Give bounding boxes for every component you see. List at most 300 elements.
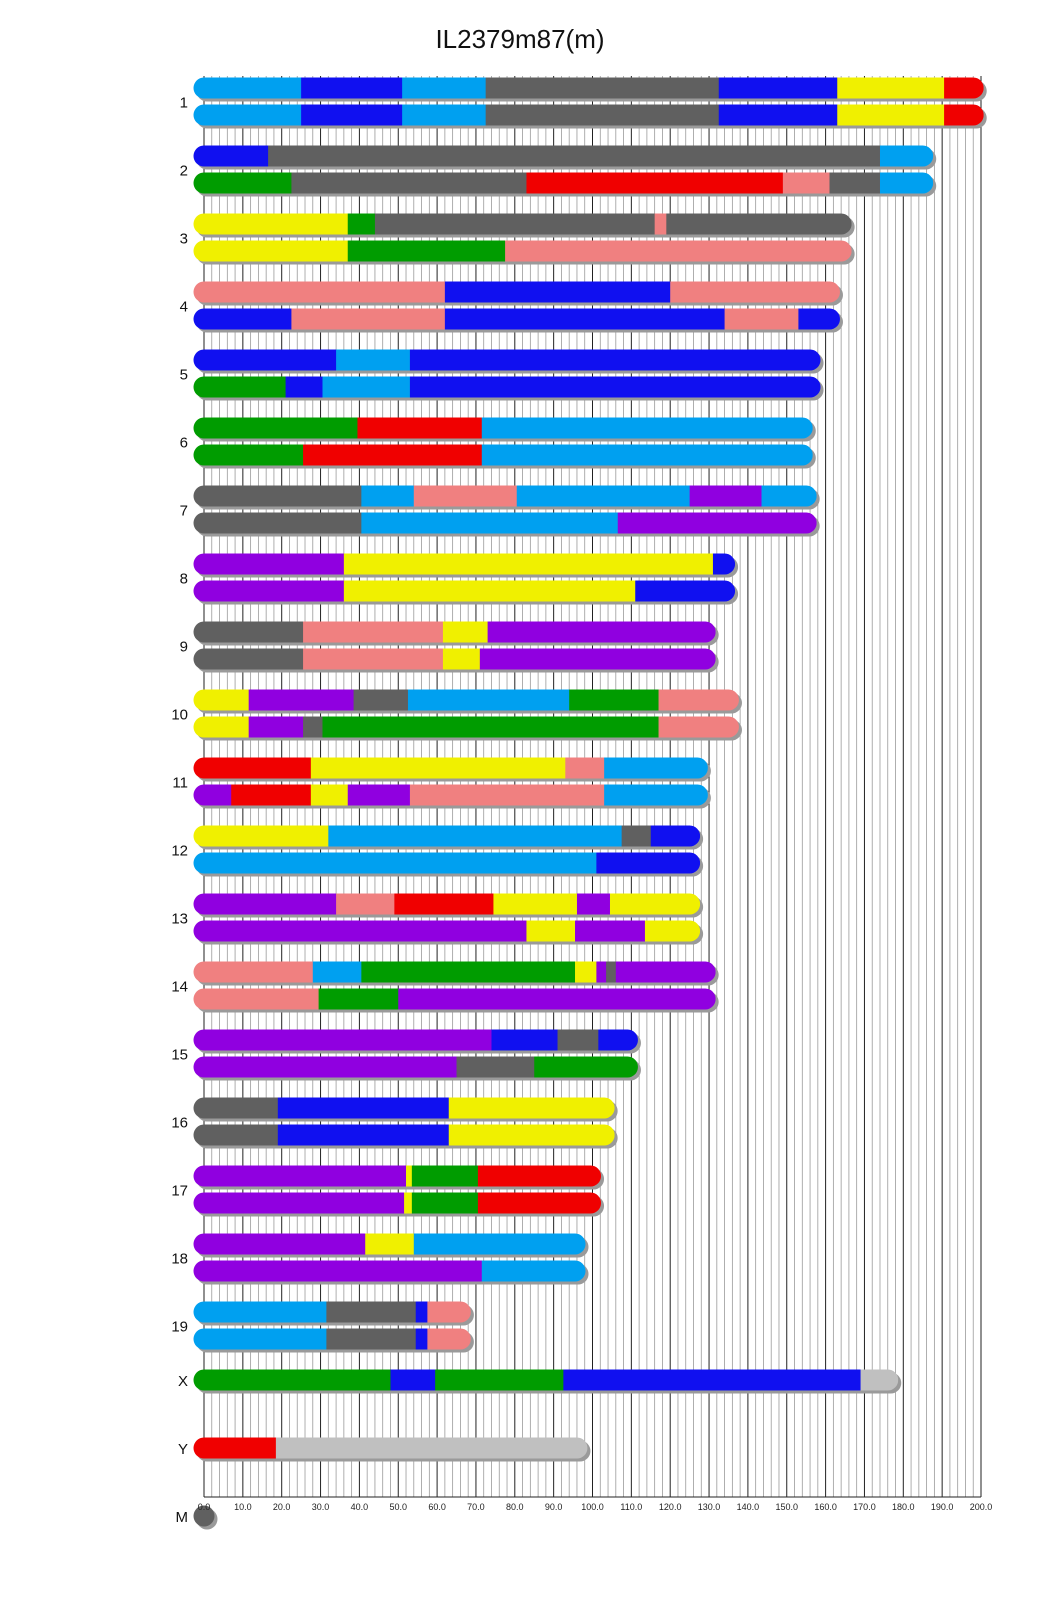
bar-segments (194, 214, 852, 235)
haplotype-segment (526, 921, 575, 942)
chromosome-5 (180, 350, 824, 401)
x-tick-label: 190.0 (930, 1502, 954, 1512)
haplotype-segment (861, 1370, 899, 1391)
bar-segments (194, 1057, 638, 1078)
haplotype-segment (449, 1125, 615, 1146)
chromosome-label: 15 (171, 1046, 188, 1064)
haplotype-segment (398, 989, 715, 1010)
haplotype-bar (194, 1193, 605, 1217)
haplotype-bar (194, 486, 820, 510)
haplotype-segment (194, 486, 362, 507)
chart-title: IL2379m87(m) (435, 24, 605, 54)
haplotype-segment (194, 214, 349, 235)
bar-segments (194, 989, 716, 1010)
chromosome-label: 9 (179, 638, 188, 656)
haplotype-segment (194, 921, 528, 942)
haplotype-segment (713, 554, 735, 575)
x-tick-label: 120.0 (658, 1502, 682, 1512)
haplotype-segment (194, 554, 345, 575)
chromosome-m (176, 1506, 218, 1530)
chromosome-17 (171, 1166, 604, 1217)
bar-segments (194, 1261, 586, 1282)
bar-segments (194, 1438, 588, 1459)
haplotype-segment (478, 1193, 601, 1214)
haplotype-segment (291, 173, 527, 194)
haplotype-segment (194, 105, 302, 126)
haplotype-segment (194, 173, 293, 194)
haplotype-segment (348, 241, 506, 262)
haplotype-segment (604, 758, 708, 779)
x-tick-label: 40.0 (350, 1502, 369, 1512)
chromosome-19 (171, 1302, 474, 1353)
haplotype-segment (488, 622, 716, 643)
bar-segments (194, 962, 716, 983)
haplotype-segment (194, 1098, 279, 1119)
haplotype-segment (577, 894, 611, 915)
haplotype-segment (427, 1329, 471, 1350)
haplotype-segment (194, 826, 329, 847)
haplotype-segment (194, 241, 349, 262)
haplotype-bar (194, 894, 704, 918)
chromosome-label: 10 (171, 706, 188, 724)
haplotype-bar (194, 1329, 474, 1353)
chromosome-label: 2 (179, 162, 188, 180)
haplotype-segment (486, 105, 720, 126)
haplotype-segment (303, 622, 443, 643)
haplotype-segment (837, 78, 944, 99)
haplotype-bar (194, 962, 719, 986)
haplotype-segment (361, 962, 575, 983)
haplotype-bar (194, 581, 739, 605)
chromosome-label: 17 (171, 1182, 188, 1200)
haplotype-segment (719, 105, 838, 126)
chromosome-4 (180, 282, 843, 333)
chromosome-label: 7 (179, 502, 188, 520)
haplotype-segment (596, 962, 606, 983)
bar-segments (194, 78, 984, 99)
haplotype-bar (194, 1370, 902, 1394)
haplotype-segment (659, 690, 739, 711)
haplotype-segment (480, 649, 716, 670)
haplotype-segment (478, 1166, 601, 1187)
haplotype-segment (410, 377, 821, 398)
haplotype-segment (194, 1302, 327, 1323)
haplotype-segment (348, 785, 411, 806)
chromosome-2 (180, 146, 937, 197)
chromosome-label: 5 (179, 366, 188, 384)
x-tick-label: 60.0 (428, 1502, 446, 1512)
x-axis (198, 1497, 993, 1512)
haplotype-segment (231, 785, 311, 806)
chromosome-9 (180, 622, 719, 673)
bar-segments (194, 146, 934, 167)
haplotype-segment (194, 1329, 327, 1350)
haplotype-bar (194, 1166, 605, 1190)
haplotype-segment (194, 1057, 458, 1078)
x-tick-label: 80.0 (506, 1502, 524, 1512)
bar-segments (194, 1030, 638, 1051)
haplotype-segment (880, 173, 933, 194)
haplotype-segment (361, 513, 618, 534)
bar-segments (194, 282, 840, 303)
x-tick-label: 100.0 (581, 1502, 604, 1512)
x-tick-label: 180.0 (892, 1502, 915, 1512)
haplotype-segment (604, 785, 708, 806)
haplotype-segment (278, 1098, 450, 1119)
haplotype-segment (194, 445, 304, 466)
haplotype-segment (357, 418, 482, 439)
haplotype-segment (410, 350, 821, 371)
haplotype-segment (445, 309, 725, 330)
x-tick-label: 110.0 (620, 1502, 643, 1512)
haplotype-segment (194, 989, 320, 1010)
haplotype-segment (575, 962, 597, 983)
haplotype-segment (412, 1193, 479, 1214)
haplotype-segment (798, 309, 840, 330)
bar-segments (194, 445, 813, 466)
haplotype-segment (482, 1261, 586, 1282)
haplotype-bar (194, 785, 711, 809)
chromosome-label: 18 (171, 1250, 188, 1268)
haplotype-segment (493, 894, 577, 915)
haplotype-segment (427, 1302, 471, 1323)
haplotype-segment (416, 1302, 428, 1323)
bar-segments (194, 418, 813, 439)
haplotype-segment (505, 241, 852, 262)
haplotype-segment (194, 513, 362, 534)
haplotype-segment (328, 826, 622, 847)
haplotype-bar (194, 445, 816, 469)
bar-segments (194, 1234, 586, 1255)
haplotype-segment (375, 214, 655, 235)
haplotype-segment (276, 1438, 588, 1459)
haplotype-segment (365, 1234, 414, 1255)
chromosome-label: 1 (179, 94, 188, 112)
haplotype-segment (194, 146, 269, 167)
haplotype-segment (286, 377, 324, 398)
haplotype-segment (303, 445, 482, 466)
haplotype-segment (303, 649, 443, 670)
haplotype-segment (194, 649, 304, 670)
haplotype-segment (482, 445, 813, 466)
haplotype-bar (194, 377, 824, 401)
haplotype-segment (194, 1193, 405, 1214)
bar-segments (194, 853, 701, 874)
haplotype-segment (194, 1234, 366, 1255)
bar-segments (194, 690, 739, 711)
haplotype-segment (311, 758, 566, 779)
chromosome-label: 13 (171, 910, 188, 928)
haplotype-bar (194, 1030, 641, 1054)
bar-segments (194, 554, 736, 575)
bar-segments (194, 1125, 615, 1146)
haplotype-segment (610, 894, 700, 915)
haplotype-segment (526, 173, 783, 194)
haplotype-bar (194, 1098, 618, 1122)
haplotype-segment (655, 214, 667, 235)
haplotype-segment (194, 377, 287, 398)
haplotype-segment (690, 486, 762, 507)
haplotype-segment (616, 962, 716, 983)
haplotype-segment (361, 486, 414, 507)
haplotype-segment (606, 962, 616, 983)
chromosome-11 (172, 758, 710, 809)
x-tick-label: 150.0 (775, 1502, 799, 1512)
bar-segments (194, 377, 821, 398)
haplotype-segment (837, 105, 944, 126)
haplotype-segment (761, 486, 816, 507)
chromosome-label: 8 (179, 570, 188, 588)
x-tick-label: 10.0 (234, 1502, 252, 1512)
haplotype-segment (783, 173, 830, 194)
haplotype-segment (719, 78, 838, 99)
chromosome-label: M (175, 1509, 188, 1526)
haplotype-bar (194, 513, 820, 537)
chromosome-label: X (177, 1373, 188, 1390)
haplotype-segment (268, 146, 880, 167)
x-tick-label: 200.0 (969, 1502, 993, 1512)
haplotype-segment (336, 350, 410, 371)
haplotype-segment (622, 826, 652, 847)
haplotype-segment (449, 1098, 615, 1119)
haplotype-segment (517, 486, 690, 507)
haplotype-segment (291, 309, 445, 330)
chromosome-label: 6 (179, 434, 188, 452)
haplotype-bar (194, 554, 739, 578)
bar-segments (194, 717, 739, 738)
haplotype-segment (301, 105, 403, 126)
x-tick-label: 30.0 (311, 1502, 330, 1512)
haplotype-segment (313, 962, 362, 983)
haplotype-segment (194, 853, 597, 874)
haplotype-bar (194, 853, 704, 877)
haplotype-segment (194, 1370, 392, 1391)
haplotype-bar (194, 649, 719, 673)
haplotype-segment (194, 1030, 493, 1051)
bar-segments (194, 1302, 471, 1323)
haplotype-segment (311, 785, 349, 806)
haplotype-segment (618, 513, 817, 534)
chromosome-18 (171, 1234, 588, 1285)
bar-segments (194, 1370, 899, 1391)
haplotype-segment (563, 1370, 861, 1391)
haplotype-segment (486, 78, 720, 99)
haplotype-segment (301, 78, 403, 99)
bar-segments (194, 649, 716, 670)
x-tick-label: 0.0 (197, 1502, 211, 1512)
haplotype-segment (348, 214, 376, 235)
bar-segments (194, 105, 984, 126)
haplotype-segment (880, 146, 933, 167)
haplotype-segment (565, 758, 604, 779)
chromosome-label: 19 (171, 1318, 188, 1336)
chromosome-label: 4 (179, 298, 188, 316)
bar-segments (194, 173, 934, 194)
bar-segments (194, 513, 817, 534)
haplotype-bar (194, 78, 987, 102)
haplotype-bar (194, 826, 704, 850)
chromosome-6 (180, 418, 816, 469)
haplotype-bar (194, 921, 704, 945)
haplotype-segment (322, 717, 659, 738)
bar-segments (194, 350, 821, 371)
haplotype-bar (194, 1234, 589, 1258)
haplotype-segment (354, 690, 409, 711)
haplotype-segment (394, 894, 494, 915)
haplotype-segment (326, 1329, 416, 1350)
bar-segments (194, 785, 708, 806)
bar-segments (194, 826, 701, 847)
chromosome-16 (171, 1098, 617, 1149)
haplotype-segment (402, 78, 486, 99)
haplotype-segment (457, 1057, 535, 1078)
haplotype-segment (659, 717, 739, 738)
haplotype-segment (344, 581, 636, 602)
chromosome-label: 14 (171, 978, 188, 996)
haplotype-segment (194, 1438, 277, 1459)
chromosome-label: Y (177, 1441, 188, 1458)
haplotype-segment (194, 717, 250, 738)
x-tick-label: 70.0 (467, 1502, 485, 1512)
haplotype-segment (406, 1166, 412, 1187)
haplotype-segment (829, 173, 880, 194)
haplotype-bar (194, 690, 742, 714)
haplotype-segment (443, 622, 488, 643)
haplotype-segment (390, 1370, 435, 1391)
haplotype-bar (194, 173, 937, 197)
x-tick-label: 90.0 (544, 1502, 563, 1512)
haplotype-segment (725, 309, 799, 330)
haplotype-segment (443, 649, 481, 670)
haplotype-segment (410, 785, 605, 806)
x-tick-label: 140.0 (736, 1502, 760, 1512)
haplotype-bar (194, 1261, 589, 1285)
haplotype-segment (303, 717, 323, 738)
haplotype-bar (194, 1302, 474, 1326)
chromosome-label: 16 (171, 1114, 188, 1132)
bar-segments (194, 894, 701, 915)
chromosome-3 (180, 214, 855, 265)
haplotype-bar (194, 282, 843, 306)
haplotype-bar (194, 309, 843, 333)
haplotype-segment (598, 1030, 638, 1051)
x-tick-label: 170.0 (853, 1502, 876, 1512)
haplotype-segment (445, 282, 671, 303)
haplotype-segment (194, 785, 232, 806)
haplotype-segment (194, 309, 293, 330)
haplotype-bar (194, 1057, 641, 1081)
haplotype-bar (194, 105, 987, 129)
haplotype-segment (944, 78, 984, 99)
haplotype-bar (194, 758, 711, 782)
haplotype-segment (194, 282, 446, 303)
x-tick-label: 50.0 (389, 1502, 408, 1512)
haplotype-segment (416, 1329, 428, 1350)
chromosome-label: 12 (171, 842, 188, 860)
haplotype-segment (336, 894, 395, 915)
bar-segments (194, 622, 716, 643)
haplotype-bar (194, 241, 855, 265)
haplotype-segment (194, 78, 302, 99)
haplotype-segment (414, 1234, 586, 1255)
x-tick-label: 130.0 (697, 1502, 721, 1512)
bar-segments (194, 581, 736, 602)
chromosome-label: 3 (179, 230, 188, 248)
haplotype-segment (558, 1030, 599, 1051)
haplotype-segment (408, 690, 570, 711)
bar-segments (194, 241, 852, 262)
haplotype-segment (645, 921, 700, 942)
haplotype-segment (944, 105, 984, 126)
haplotype-segment (194, 962, 314, 983)
haplotype-segment (435, 1370, 564, 1391)
haplotype-segment (482, 418, 813, 439)
haplotype-segment (194, 622, 304, 643)
haplotype-bar (194, 1125, 618, 1149)
haplotype-segment (194, 690, 250, 711)
bar-segments (194, 1193, 602, 1214)
haplotype-segment (194, 1125, 279, 1146)
haplotype-bar (194, 1438, 591, 1462)
chromosome-1 (180, 78, 987, 129)
haplotype-bar (194, 989, 719, 1013)
haplotype-segment (670, 282, 840, 303)
chromosome-label: 11 (172, 774, 188, 792)
bar-segments (194, 1329, 471, 1350)
haplotype-segment (534, 1057, 638, 1078)
haplotype-bar (194, 418, 816, 442)
haplotype-segment (322, 377, 410, 398)
haplotype-bar (194, 146, 937, 170)
bar-segments (194, 1166, 602, 1187)
haplotype-segment (194, 758, 312, 779)
haplotype-segment (596, 853, 700, 874)
haplotype-segment (194, 418, 359, 439)
haplotype-segment (635, 581, 735, 602)
haplotype-segment (194, 894, 337, 915)
haplotype-segment (319, 989, 399, 1010)
haplotype-segment (402, 105, 486, 126)
bar-segments (194, 309, 840, 330)
chromosome-y (178, 1438, 590, 1462)
x-tick-label: 160.0 (814, 1502, 837, 1512)
haplotype-bar (194, 622, 719, 646)
haplotype-segment (651, 826, 700, 847)
haplotype-segment (249, 717, 304, 738)
haplotype-segment (194, 1166, 407, 1187)
x-tick-label: 20.0 (272, 1502, 291, 1512)
haplotype-segment (412, 1166, 479, 1187)
bar-segments (194, 758, 708, 779)
bar-segments (194, 921, 701, 942)
haplotype-segment (569, 690, 659, 711)
haplotype-segment (575, 921, 646, 942)
chromosome-7 (180, 486, 820, 537)
haplotype-segment (666, 214, 851, 235)
haplotype-segment (194, 1261, 483, 1282)
bar-segments (194, 486, 817, 507)
haplotype-segment (404, 1193, 412, 1214)
haplotype-bar (194, 717, 742, 741)
haplotype-bar (194, 214, 855, 238)
haplotype-bar (194, 350, 824, 374)
haplotype-segment (491, 1030, 558, 1051)
haplotype-segment (194, 581, 345, 602)
chromosome-x (178, 1370, 901, 1394)
haplotype-segment (278, 1125, 450, 1146)
haplotype-segment (194, 350, 337, 371)
haplotype-segment (344, 554, 714, 575)
